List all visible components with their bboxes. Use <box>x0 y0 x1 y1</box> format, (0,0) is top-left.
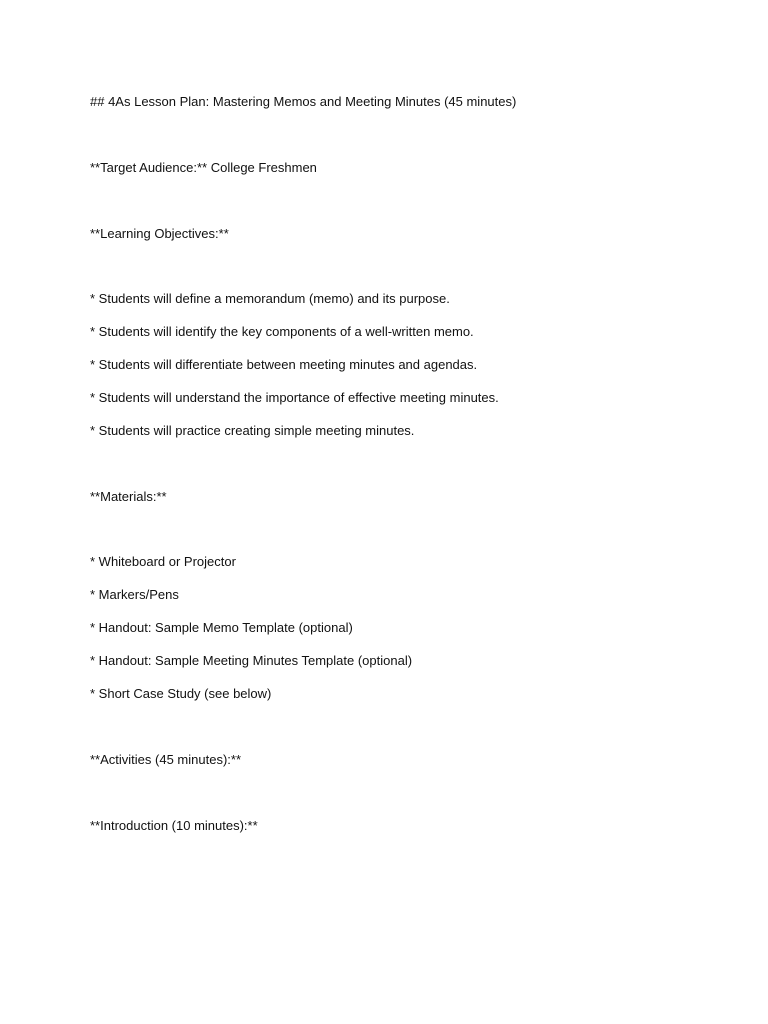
materials-heading: **Materials:** <box>90 489 167 504</box>
objective-item: * Students will differentiate between meeting minutes and agendas. <box>90 357 478 372</box>
activities-heading: **Activities (45 minutes):** <box>90 752 241 767</box>
material-item: * Handout: Sample Meeting Minutes Template (optional) <box>90 653 413 668</box>
material-item: * Markers/Pens <box>90 587 179 602</box>
objective-item: * Students will identify the key components of a well-written memo. <box>90 324 474 339</box>
material-item: * Whiteboard or Projector <box>90 554 236 569</box>
target-audience: **Target Audience:** College Freshmen <box>90 160 317 175</box>
material-item: * Handout: Sample Memo Template (optional) <box>90 620 353 635</box>
material-item: * Short Case Study (see below) <box>90 686 272 701</box>
learning-objectives-heading: **Learning Objectives:** <box>90 226 229 241</box>
objective-item: * Students will understand the importance of effective meeting minutes. <box>90 390 499 405</box>
introduction-heading: **Introduction (10 minutes):** <box>90 818 258 833</box>
lesson-plan-heading: ## 4As Lesson Plan: Mastering Memos and Meeting Minutes (45 minutes) <box>90 94 517 109</box>
objective-item: * Students will define a memorandum (memo) and its purpose. <box>90 291 450 306</box>
objective-item: * Students will practice creating simple meeting minutes. <box>90 423 415 438</box>
